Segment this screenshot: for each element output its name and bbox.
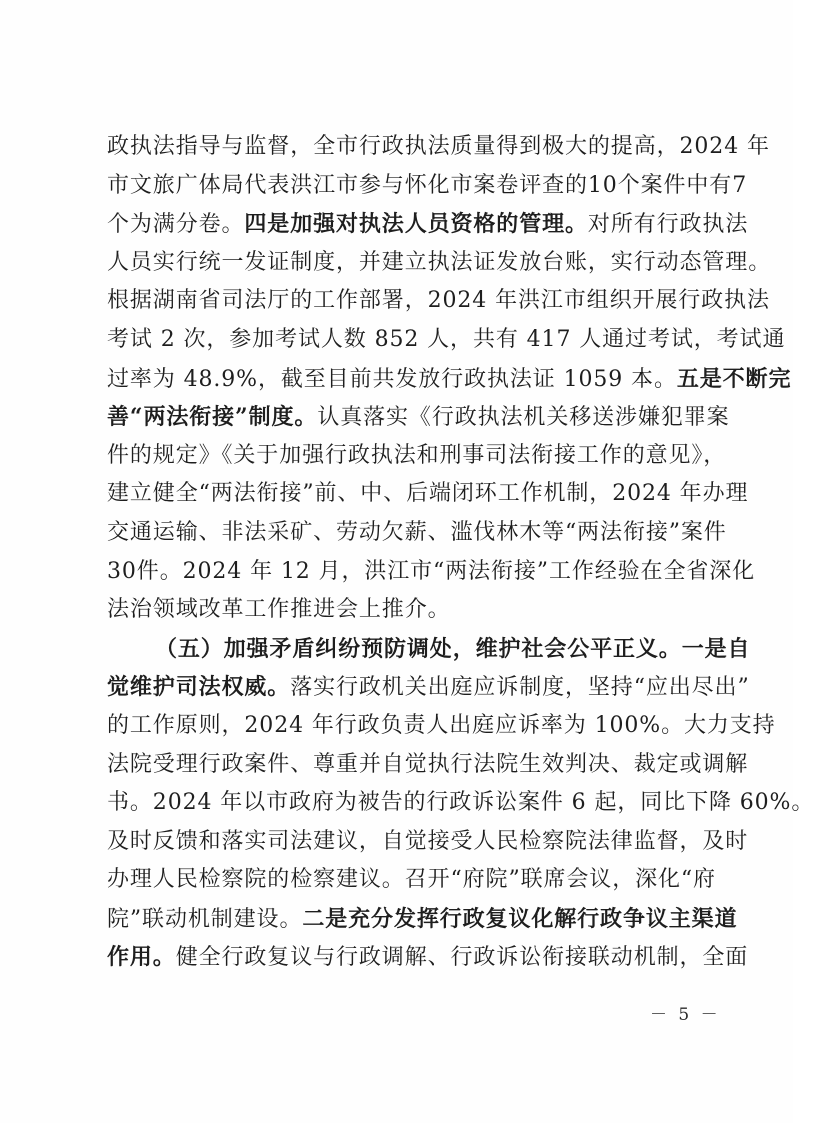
text-segment: 过率为 48.9%，截至目前共发放行政执法证 1059 本。 bbox=[107, 366, 677, 392]
page-number: － 5 － bbox=[650, 1005, 721, 1025]
bold-text-segment: 善“两法衔接”制度。 bbox=[107, 404, 318, 431]
text-segment: 认真落实《行政执法机关移送涉嫌犯罪案 bbox=[317, 405, 730, 431]
text-line bbox=[107, 205, 749, 244]
text-segment: 法院受理行政案件、尊重并自觉执行法院生效判决、裁定或调解 bbox=[107, 751, 749, 777]
text-line bbox=[107, 360, 792, 399]
text-line bbox=[107, 784, 814, 823]
text-line bbox=[107, 861, 716, 900]
text-segment: 及时反馈和落实司法建议，自觉接受人民检察院法律监督，及时 bbox=[107, 828, 749, 854]
bold-text-segment: 二是充分发挥行政复议化解行政争议主渠道 bbox=[302, 905, 738, 932]
text-segment: 根据湖南省司法厅的工作部署，2024 年洪江市组织开展行政执法 bbox=[107, 288, 770, 314]
text-line bbox=[107, 398, 730, 437]
text-line bbox=[107, 437, 727, 476]
text-segment: 建立健全“两法衔接”前、中、后端闭环工作机制，2024 年办理 bbox=[107, 481, 749, 507]
text-segment: 办理人民检察院的检察建议。召开“府院”联席会议，深化“府 bbox=[107, 867, 716, 893]
text-line bbox=[107, 823, 749, 862]
bold-text-segment: （五）加强矛盾纠纷预防调处，维护社会公平正义。一是自 bbox=[155, 635, 751, 662]
text-line bbox=[107, 900, 738, 939]
text-segment: 30件。2024 年 12 月，洪江市“两法衔接”工作经验在全省深化 bbox=[107, 558, 756, 584]
text-line bbox=[107, 244, 772, 283]
bold-text-segment: 作用。 bbox=[107, 944, 176, 971]
text-segment: 考试 2 次，参加考试人数 852 人，共有 417 人通过考试，考试通 bbox=[107, 326, 786, 352]
text-line bbox=[107, 938, 749, 977]
text-line bbox=[107, 167, 748, 206]
text-segment: 院”联动机制建设。 bbox=[107, 906, 303, 932]
text-segment: 交通运输、非法采矿、劳动欠薪、滥伐林木等“两法衔接”案件 bbox=[107, 519, 727, 545]
text-line bbox=[107, 630, 751, 669]
text-segment: 落实行政机关出庭应诉制度，坚持“应出尽出” bbox=[290, 675, 750, 701]
text-line bbox=[107, 746, 749, 785]
text-line bbox=[107, 591, 697, 630]
text-line bbox=[107, 514, 727, 553]
text-segment: 政执法指导与监督，全市行政执法质量得到极大的提高，2024 年 bbox=[107, 134, 770, 159]
text-segment: 件的规定》《关于加强行政执法和刑事司法衔接工作的意见》， bbox=[107, 442, 727, 468]
text-line bbox=[107, 321, 786, 360]
text-line bbox=[107, 707, 776, 746]
text-segment: 对所有行政执法 bbox=[587, 212, 749, 238]
text-segment: 个为满分卷。 bbox=[107, 212, 245, 238]
text-segment: 书。2024 年以市政府为被告的行政诉讼案件 6 起，同比下降 60%。 bbox=[107, 790, 814, 816]
body-text bbox=[107, 128, 814, 977]
text-segment: 法治领域改革工作推进会上推介。 bbox=[107, 597, 451, 623]
text-segment: 人员实行统一发证制度，并建立执法证发放台账，实行动态管理。 bbox=[107, 249, 772, 275]
text-line bbox=[107, 553, 756, 592]
text-line bbox=[107, 128, 770, 167]
bold-text-segment: 四是加强对执法人员资格的管理。 bbox=[244, 211, 588, 238]
text-line bbox=[107, 282, 770, 321]
text-segment: 健全行政复议与行政调解、行政诉讼衔接联动机制，全面 bbox=[175, 945, 749, 971]
text-segment: 市文旅广体局代表洪江市参与怀化市案卷评查的10个案件中有7 bbox=[107, 172, 748, 198]
bold-text-segment: 五是不断完 bbox=[676, 365, 792, 392]
text-line bbox=[107, 475, 749, 514]
text-segment: 的工作原则，2024 年行政负责人出庭应诉率为 100%。大力支持 bbox=[107, 712, 776, 738]
text-line bbox=[107, 668, 750, 707]
bold-text-segment: 觉维护司法权威。 bbox=[107, 674, 291, 701]
